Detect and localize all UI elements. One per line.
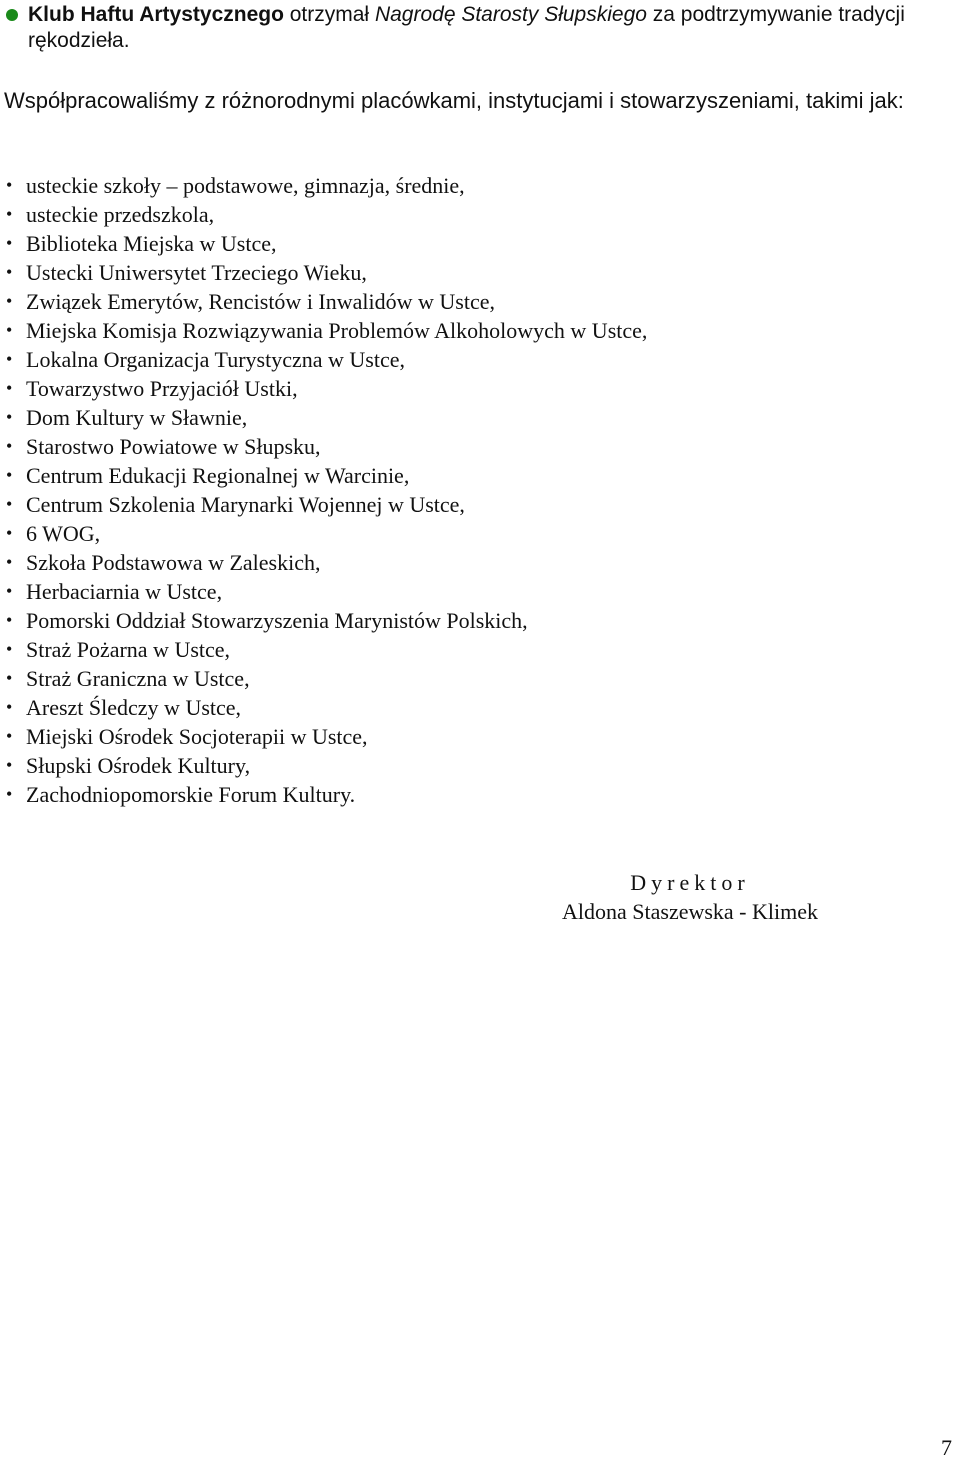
list-item: [0, 519, 647, 548]
bullet-icon: •: [6, 523, 13, 543]
bullet-icon: •: [6, 697, 13, 717]
list-item-text: Ustecki Uniwersytet Trzeciego Wieku,: [26, 260, 367, 285]
signature-name: Aldona Staszewska - Klimek: [562, 899, 818, 924]
bullet-icon: •: [6, 175, 13, 195]
bullet-icon: •: [6, 465, 13, 485]
award-verb: otrzymał: [283, 3, 375, 26]
list-item: [0, 490, 647, 519]
bullet-icon: •: [6, 436, 13, 456]
list-item: [0, 316, 647, 345]
bullet-icon: •: [6, 407, 13, 427]
list-item: [0, 577, 647, 606]
list-item-text: Szkoła Podstawowa w Zaleskich,: [26, 550, 321, 575]
list-item-text: 6 WOG,: [26, 521, 101, 546]
list-item-text: Biblioteka Miejska w Ustce,: [26, 231, 277, 256]
list-item: [0, 635, 647, 664]
bullet-icon: •: [6, 784, 13, 804]
list-item-text: Miejska Komisja Rozwiązywania Problemów Alkoholowych w Ustce,: [26, 318, 648, 343]
list-item-text: Straż Pożarna w Ustce,: [26, 637, 231, 662]
list-item-text: usteckie przedszkola,: [26, 202, 215, 227]
list-item: [0, 461, 647, 490]
list-item-text: usteckie szkoły – podstawowe, gimnazja, średnie,: [26, 173, 465, 198]
list-item: [0, 200, 647, 229]
bullet-icon: •: [6, 204, 13, 224]
list-item: [0, 229, 647, 258]
list-item: [0, 693, 647, 722]
list-item: [0, 171, 647, 200]
bullet-icon: •: [6, 726, 13, 746]
award-club-name: Klub Haftu Artystycznego: [28, 3, 284, 26]
cooperation-list: [0, 171, 647, 809]
award-paragraph: [6, 2, 946, 54]
signature-block: [520, 868, 860, 926]
list-item: [0, 374, 647, 403]
list-item-text: Centrum Szkolenia Marynarki Wojennej w Ustce,: [26, 492, 465, 517]
intro-paragraph: Współpracowaliśmy z różnorodnymi placówkami, instytucjami i stowarzyszeniami, takimi jak:: [4, 88, 904, 113]
list-item-text: Zachodniopomorskie Forum Kultury.: [26, 782, 356, 807]
list-item-text: Centrum Edukacji Regionalnej w Warcinie,: [26, 463, 410, 488]
list-item-text: Miejski Ośrodek Socjoterapii w Ustce,: [26, 724, 368, 749]
list-item-text: Dom Kultury w Sławnie,: [26, 405, 248, 430]
bullet-icon: •: [6, 494, 13, 514]
list-item-text: Słupski Ośrodek Kultury,: [26, 753, 251, 778]
page-number: 7: [941, 1435, 952, 1460]
list-item: [0, 287, 647, 316]
list-item-text: Pomorski Oddział Stowarzyszenia Marynistów Polskich,: [26, 608, 528, 633]
list-item: [0, 751, 647, 780]
list-item-text: Herbaciarnia w Ustce,: [26, 579, 223, 604]
bullet-icon: •: [6, 349, 13, 369]
list-item: [0, 606, 647, 635]
list-item: [0, 722, 647, 751]
bullet-dot-icon: [6, 9, 18, 21]
bullet-icon: •: [6, 668, 13, 688]
signature-title: Dyrektor: [630, 870, 750, 895]
bullet-icon: •: [6, 552, 13, 572]
list-item: [0, 345, 647, 374]
award-reason: za podtrzymywanie tradycji rękodzieła.: [28, 3, 905, 52]
list-item: [0, 548, 647, 577]
bullet-icon: •: [6, 378, 13, 398]
list-item: [0, 432, 647, 461]
award-prize-name: Nagrodę Starosty Słupskiego: [374, 3, 647, 26]
list-item: [0, 403, 647, 432]
list-item-text: Związek Emerytów, Rencistów i Inwalidów w Ustce,: [26, 289, 496, 314]
bullet-icon: •: [6, 233, 13, 253]
list-item-text: Areszt Śledczy w Ustce,: [26, 695, 242, 720]
list-item-text: Straż Graniczna w Ustce,: [26, 666, 250, 691]
list-item: [0, 780, 647, 809]
award-text: [28, 2, 946, 54]
bullet-icon: •: [6, 610, 13, 630]
bullet-icon: •: [6, 320, 13, 340]
bullet-icon: •: [6, 291, 13, 311]
list-item-text: Starostwo Powiatowe w Słupsku,: [26, 434, 321, 459]
bullet-icon: •: [6, 639, 13, 659]
bullet-icon: •: [6, 262, 13, 282]
list-item-text: Towarzystwo Przyjaciół Ustki,: [26, 376, 298, 401]
list-item: [0, 258, 647, 287]
list-item-text: Lokalna Organizacja Turystyczna w Ustce,: [26, 347, 405, 372]
bullet-icon: •: [6, 755, 13, 775]
bullet-icon: •: [6, 581, 13, 601]
list-item: [0, 664, 647, 693]
